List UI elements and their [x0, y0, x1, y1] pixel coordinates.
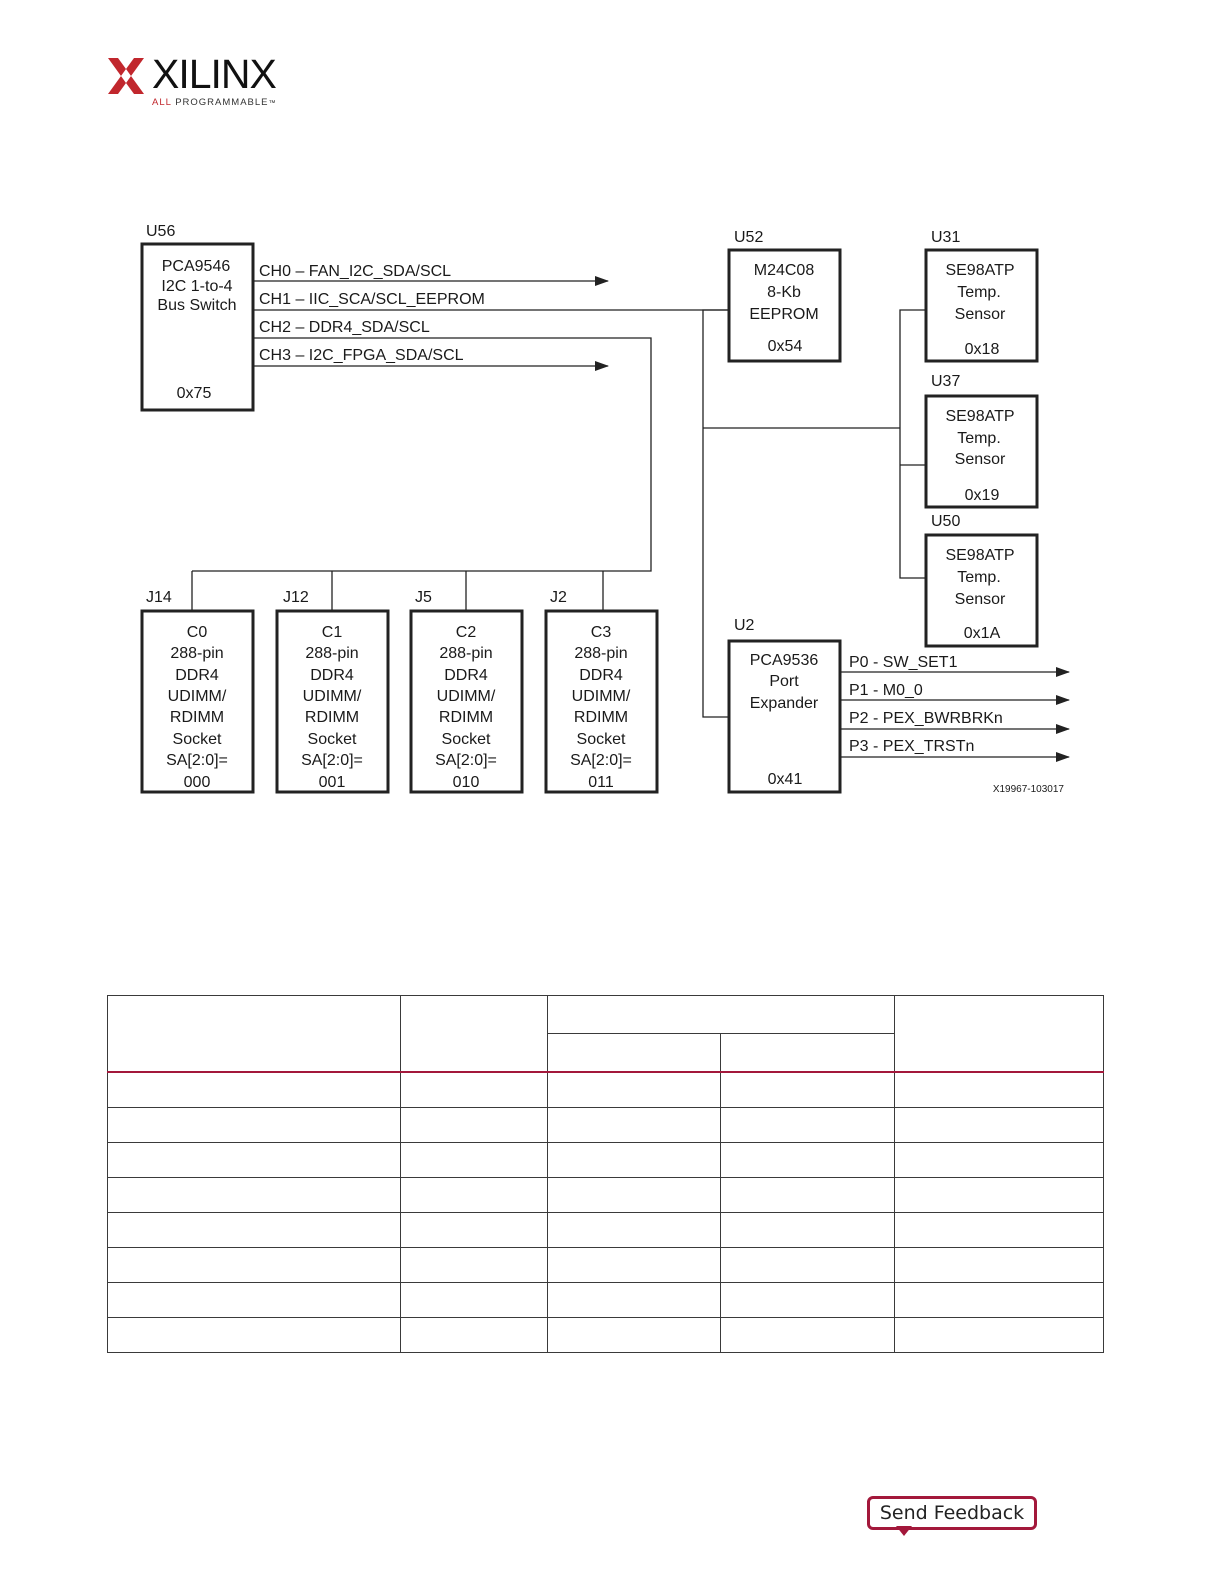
- table-row: [108, 1143, 1104, 1178]
- svg-text:011: 011: [588, 774, 614, 791]
- u50-line: SE98ATP: [945, 547, 1015, 564]
- table-header-cell: [895, 996, 1104, 1073]
- u52-line: 8-Kb: [767, 284, 801, 301]
- svg-text:SA[2:0]=: SA[2:0]=: [570, 752, 632, 769]
- svg-text:C2: C2: [455, 624, 477, 641]
- eeprom-bus-vertical: [703, 310, 729, 717]
- svg-text:RDIMM: RDIMM: [169, 709, 225, 726]
- svg-text:288-pin: 288-pin: [170, 645, 224, 662]
- sensor-bus-vertical: [900, 310, 926, 578]
- svg-text:C1: C1: [321, 624, 343, 641]
- svg-text:C3: C3: [590, 624, 612, 641]
- j14-text: [166, 624, 228, 791]
- data-table: [107, 995, 1104, 1353]
- j2-text: [570, 624, 632, 791]
- svg-text:RDIMM: RDIMM: [573, 709, 629, 726]
- u56-address: 0x75: [176, 385, 212, 402]
- table-header-cell: [721, 1034, 895, 1073]
- port-label: P0 - SW_SET1: [849, 654, 958, 671]
- svg-text:DDR4: DDR4: [175, 667, 219, 684]
- port-label: P3 - PEX_TRSTn: [849, 738, 975, 755]
- u52-address: 0x54: [767, 338, 803, 355]
- u52-ref: U52: [734, 229, 764, 246]
- send-feedback-label: Send Feedback: [879, 1502, 1025, 1524]
- channel-label: CH1 – IIC_SCA/SCL_EEPROM: [259, 291, 485, 308]
- u56-line: Bus Switch: [157, 297, 237, 314]
- brand-name: XILINX: [152, 51, 276, 97]
- u2-line: Port: [769, 673, 799, 690]
- u37-address: 0x19: [964, 487, 1000, 504]
- svg-text:288-pin: 288-pin: [439, 645, 493, 662]
- u2-line: PCA9536: [749, 652, 819, 669]
- j14-ref: J14: [146, 589, 172, 606]
- svg-text:DDR4: DDR4: [579, 667, 623, 684]
- table-header-cell: [400, 996, 547, 1073]
- u2-ref: U2: [734, 617, 755, 634]
- u50-line: Temp.: [957, 569, 1001, 586]
- j12-ref: J12: [283, 589, 309, 606]
- svg-text:288-pin: 288-pin: [574, 645, 628, 662]
- table-header-row: [108, 996, 1104, 1034]
- u50-address: 0x1A: [963, 625, 1001, 642]
- svg-text:RDIMM: RDIMM: [438, 709, 494, 726]
- u37-line: SE98ATP: [945, 408, 1015, 425]
- j2-ref: J2: [550, 589, 567, 606]
- svg-text:UDIMM/: UDIMM/: [302, 688, 362, 705]
- u37-line: Sensor: [954, 451, 1006, 468]
- j5-text: [435, 624, 497, 791]
- u31-ref: U31: [931, 229, 961, 246]
- table-row: [108, 1318, 1104, 1353]
- channel-label: CH0 – FAN_I2C_SDA/SCL: [259, 263, 452, 280]
- svg-text:Socket: Socket: [307, 731, 357, 748]
- u56-line: PCA9546: [161, 258, 231, 275]
- table-row: [108, 1072, 1104, 1108]
- u50-line: Sensor: [954, 591, 1006, 608]
- u56-line: I2C 1-to-4: [161, 278, 233, 295]
- table-row: [108, 1283, 1104, 1318]
- u31-line: Temp.: [957, 284, 1001, 301]
- svg-text:288-pin: 288-pin: [305, 645, 359, 662]
- table-row: [108, 1178, 1104, 1213]
- svg-text:UDIMM/: UDIMM/: [167, 688, 227, 705]
- svg-text:SA[2:0]=: SA[2:0]=: [435, 752, 497, 769]
- table-header-cell: [547, 1034, 721, 1073]
- j12-text: [301, 624, 363, 791]
- svg-text:001: 001: [318, 774, 346, 791]
- table-row: [108, 1213, 1104, 1248]
- u56-ref: U56: [146, 223, 176, 240]
- svg-text:RDIMM: RDIMM: [304, 709, 360, 726]
- u50-ref: U50: [931, 513, 961, 530]
- channel-label: CH3 – I2C_FPGA_SDA/SCL: [259, 347, 464, 364]
- j5-ref: J5: [415, 589, 432, 606]
- svg-text:UDIMM/: UDIMM/: [571, 688, 631, 705]
- svg-text:SA[2:0]=: SA[2:0]=: [166, 752, 228, 769]
- channel-ch2-bus: [192, 338, 651, 571]
- channel-label: CH2 – DDR4_SDA/SCL: [259, 319, 430, 336]
- u31-line: Sensor: [954, 306, 1006, 323]
- svg-text:010: 010: [452, 774, 480, 791]
- svg-text:SA[2:0]=: SA[2:0]=: [301, 752, 363, 769]
- u52-line: M24C08: [753, 262, 815, 279]
- table-header-cell: [547, 996, 895, 1034]
- u37-ref: U37: [931, 373, 961, 390]
- u2-address: 0x41: [767, 771, 803, 788]
- svg-text:Socket: Socket: [172, 731, 222, 748]
- table-header-cell: [108, 996, 401, 1073]
- brand-tagline: ALL PROGRAMMABLE™: [152, 97, 277, 108]
- send-feedback-button[interactable]: [867, 1496, 1037, 1530]
- svg-text:C0: C0: [186, 624, 208, 641]
- u52-line: EEPROM: [749, 306, 819, 323]
- u31-address: 0x18: [964, 341, 1000, 358]
- svg-text:UDIMM/: UDIMM/: [436, 688, 496, 705]
- u2-line: Expander: [749, 695, 819, 712]
- table-row: [108, 1108, 1104, 1143]
- feedback-bubble-tail-icon: [896, 1526, 912, 1536]
- port-label: P2 - PEX_BWRBRKn: [849, 710, 1003, 727]
- svg-text:Socket: Socket: [441, 731, 491, 748]
- u37-line: Temp.: [957, 430, 1001, 447]
- figure-id: X19967-103017: [992, 784, 1064, 795]
- svg-text:DDR4: DDR4: [310, 667, 354, 684]
- u31-line: SE98ATP: [945, 262, 1015, 279]
- svg-text:Socket: Socket: [576, 731, 626, 748]
- svg-text:000: 000: [183, 774, 211, 791]
- port-label: P1 - M0_0: [849, 682, 923, 699]
- svg-text:DDR4: DDR4: [444, 667, 488, 684]
- table-row: [108, 1248, 1104, 1283]
